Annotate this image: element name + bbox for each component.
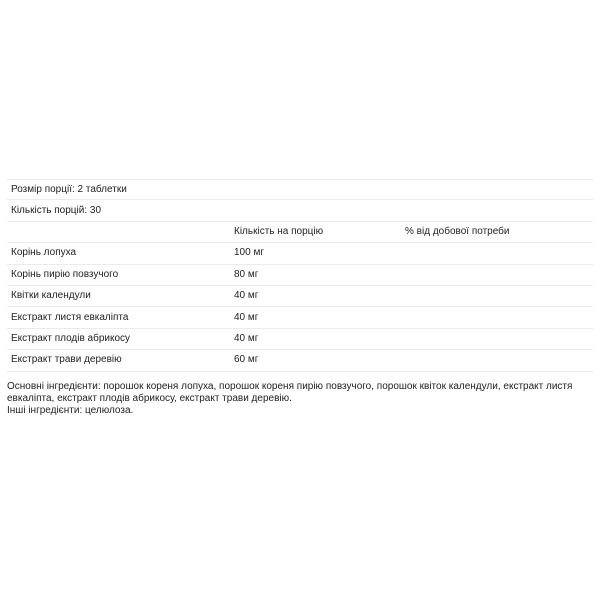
table-row xyxy=(7,329,593,350)
servings-count-label: Кількість порцій: xyxy=(11,204,88,216)
ingredient-name: Екстракт плодів абрикосу xyxy=(11,332,131,344)
table-row xyxy=(7,265,593,286)
servings-count-text xyxy=(11,205,101,217)
ingredient-name: Екстракт листя евкаліпта xyxy=(11,311,129,323)
other-ingredients-text: Інші інгредієнти: целюлоза. xyxy=(7,404,134,416)
ingredient-amount: 80 мг xyxy=(234,268,259,280)
header-daily-value: % від добової потреби xyxy=(405,225,510,237)
table-row xyxy=(7,286,593,307)
serving-size-row xyxy=(7,179,593,200)
serving-size-value: 2 таблетки xyxy=(77,183,127,195)
header-amount: Кількість на порцію xyxy=(234,225,324,237)
ingredient-name: Квітки календули xyxy=(11,290,91,302)
serving-size-label: Розмір порції: xyxy=(11,183,75,195)
table-row xyxy=(7,350,593,371)
ingredient-amount: 40 мг xyxy=(234,332,259,344)
ingredient-amount: 40 мг xyxy=(234,290,259,302)
ingredient-amount: 100 мг xyxy=(234,247,264,259)
main-ingredients-text: Основні інгредієнти: порошок кореня лопуха, порошок кореня пирію повзучого, порошок квіток календули, екстракт листя евкаліпта, екстракт плодів абрикосу, екстракт трави деревію. xyxy=(7,381,573,404)
ingredients-block xyxy=(7,381,593,416)
supplement-facts-table xyxy=(7,179,593,372)
table-row xyxy=(7,243,593,264)
servings-count-value: 30 xyxy=(89,204,102,216)
ingredient-name: Корінь пирію повзучого xyxy=(11,268,119,280)
ingredient-amount: 60 мг xyxy=(234,354,259,366)
table-row xyxy=(7,307,593,328)
table-header-row xyxy=(7,222,593,243)
ingredient-amount: 40 мг xyxy=(234,311,259,323)
serving-size-text xyxy=(11,184,127,196)
ingredient-name: Екстракт трави деревію xyxy=(11,354,122,366)
ingredient-name: Корінь лопуха xyxy=(11,247,77,259)
servings-count-row xyxy=(7,200,593,221)
